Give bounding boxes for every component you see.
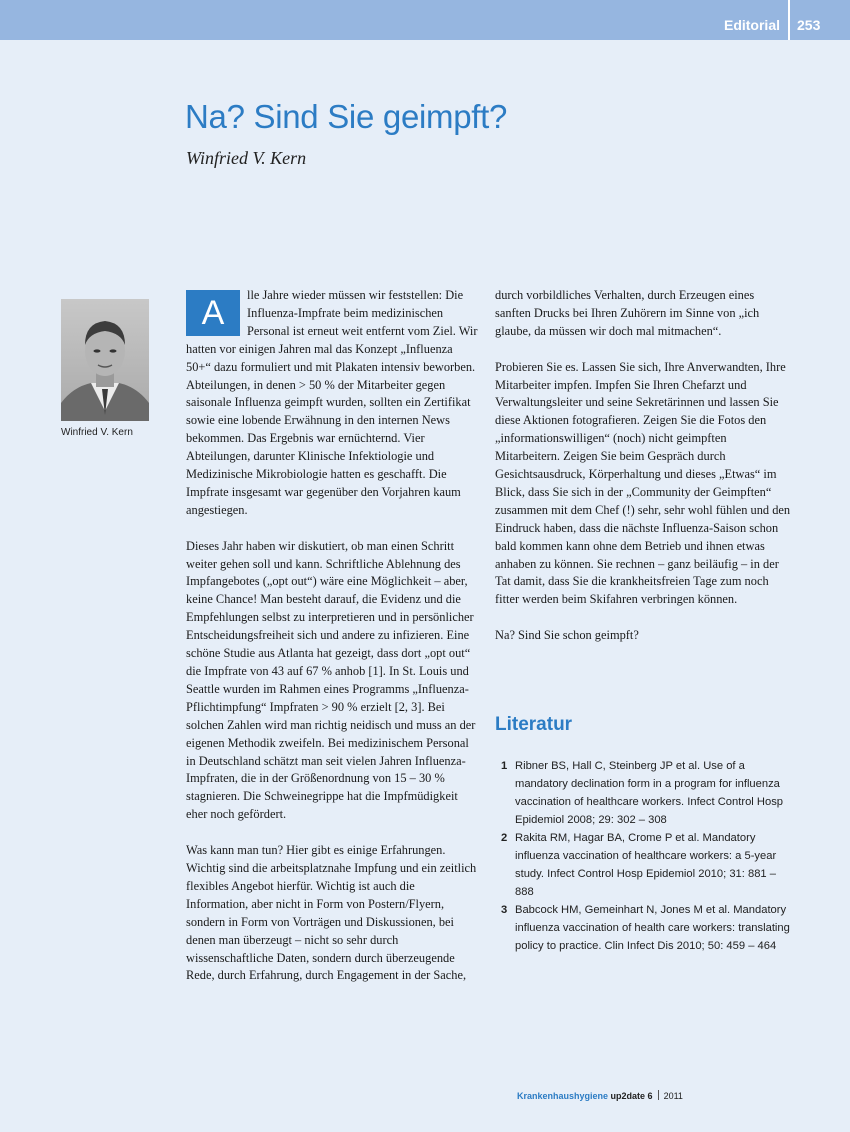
photo-caption: Winfried V. Kern xyxy=(61,427,133,438)
reference-item xyxy=(501,757,791,829)
footer-issue: up2date 6 xyxy=(610,1091,653,1101)
header-bar xyxy=(0,0,850,40)
paragraph: A lle Jahre wieder müssen wir feststellen: Die Influenza-Impfrate beim medizinischen Personal ist erneut weit entfernt vom Ziel. Wir hatten vor einigen Jahren mal das Konzept „Influenza 50+“ dazu formuliert und mit Plakaten intensiv beworben. Abteilungen, in denen > 50 % der Mitarbeiter gegen saisonale Influenza geimpft wurden, sollten ein Zertifikat sowie eine lobende Erwähnung in den internen News bekommen. Das Ergebnis war ernüchternd. Vier Abteilungen, darunter Klinische Infektiologie und Medizinische Mikrobiologie hatten es geschafft. Die Impfrate insgesamt war gegenüber den Vorjahren kaum angestiegen. xyxy=(186,288,478,517)
section-label: Editorial xyxy=(723,17,780,33)
paragraph: Probieren Sie es. Lassen Sie sich, Ihre Anverwandten, Ihre Mitarbeiter impfen. Impfen Sie Ihren Chefarzt und Verwaltungsleiter und seine Sekretärinnen und lassen Sie diese Aktionen fotografieren. Zeigen Sie die Fotos den „informationswilligen“ (noch) nicht geimpften Mitarbeitern. Zeigen Sie beim Gespräch durch Gesichtsausdruck, Körperhaltung und dieses „Etwas“ im Blick, dass Sie sich in der „Community der Geimpften“ zusammen mit dem Chef (!) sehr, sehr wohl fühlen und den Eindruck haben, dass die nächste Influenza-Saison schon bald kommen kann ohne dem Betrieb und ihnen etwas anhaben zu können. Sie rechnen – ganz beiläufig – in der Tat damit, dass Sie die krankheitsfreien Tage zum noch fitter werden beim Skifahren verbringen können. xyxy=(495,359,791,607)
footer-divider xyxy=(658,1090,659,1100)
reference-item xyxy=(501,901,791,955)
page-footer xyxy=(517,1090,683,1101)
paragraph: Dieses Jahr haben wir diskutiert, ob man einen Schritt weiter gehen soll und kann. Schriftliche Ablehnung des Impfangebotes („opt out“) wäre eine Möglichkeit – aber, keine Chance! Man besteht darauf, die Evidenz und die Empfehlungen selbst zu interpretieren und in persönlicher Entscheidungsfreiheit sich und andere zu infizieren. Eine schöne Studie aus Atlanta hat gezeigt, dass dort „opt out“ die Impfrate von 43 auf 67 % anhob [1]. In St. Louis und Seattle wurden im Rahmen eines Programms „Influenza-Pflichtimpfung“ Impfraten > 90 % erzielt [2, 3]. Bei solchen Zahlen wird man richtig neidisch und muss an der eigenen Methodik zweifeln. Bei medizinischem Personal in Deutschland schätzt man seit vielen Jahren Influenza-Impfraten, die in der Größenordnung von 15 – 30 % stagnieren. Die Schweinegrippe hat die Impfmüdigkeit eher noch gefördert. xyxy=(186,538,476,822)
page-number: 253 xyxy=(797,17,821,33)
reference-text: Ribner BS, Hall C, Steinberg JP et al. Use of a mandatory declination form in a program for influenza vaccination of healthcare workers. Infect Control Hosp Epidemiol 2008; 29: 302 – 308 xyxy=(515,760,784,826)
reference-list xyxy=(501,757,791,955)
footer-journal: Krankenhaushygiene xyxy=(517,1091,609,1101)
footer-year: 2011 xyxy=(663,1091,683,1101)
reference-text: Rakita RM, Hagar BA, Crome P et al. Mandatory influenza vaccination of healthcare workers: a 5-year study. Infect Control Hosp Epidemiol 2010; 31: 881 – 888 xyxy=(515,832,777,898)
drop-cap: A xyxy=(186,290,240,336)
closing-question: Na? Sind Sie schon geimpft? xyxy=(495,628,639,643)
reference-number: 1 xyxy=(501,760,508,772)
paragraph: Was kann man tun? Hier gibt es einige Erfahrungen. Wichtig sind die arbeitsplatznahe Impfung und ein zeitlich flexibles Angebot hierfür. Wichtig ist auch die Information, aber nicht in Form von Postern/Flyern, sondern in Form von Vorträgen und Diskussionen, bei denen man überzeugt – nicht so sehr durch wissenschaftliche Daten, sondern durch überzeugende Rede, durch Erfahrung, durch Engagement in der Sache, xyxy=(186,843,477,983)
literature-heading: Literatur xyxy=(495,714,573,735)
text-column-1 xyxy=(186,287,480,985)
author-photo xyxy=(61,299,149,421)
article-title: Na? Sind Sie geimpft? xyxy=(185,98,508,135)
text-column-2 xyxy=(495,287,791,645)
header-divider xyxy=(788,0,790,40)
paragraph: durch vorbildliches Verhalten, durch Erzeugen eines sanften Drucks bei Ihren Zuhörern im Sinne von „ich glaube, da müssen wir doch mal mitmachen“. xyxy=(495,288,760,338)
reference-item xyxy=(501,829,791,901)
reference-text: Babcock HM, Gemeinhart N, Jones M et al. Mandatory influenza vaccination of health care workers: translating policy to practice. Clin Infect Dis 2010; 50: 459 – 464 xyxy=(515,904,790,952)
reference-number: 2 xyxy=(501,832,508,844)
reference-number: 3 xyxy=(501,904,508,916)
article-author: Winfried V. Kern xyxy=(186,148,307,168)
